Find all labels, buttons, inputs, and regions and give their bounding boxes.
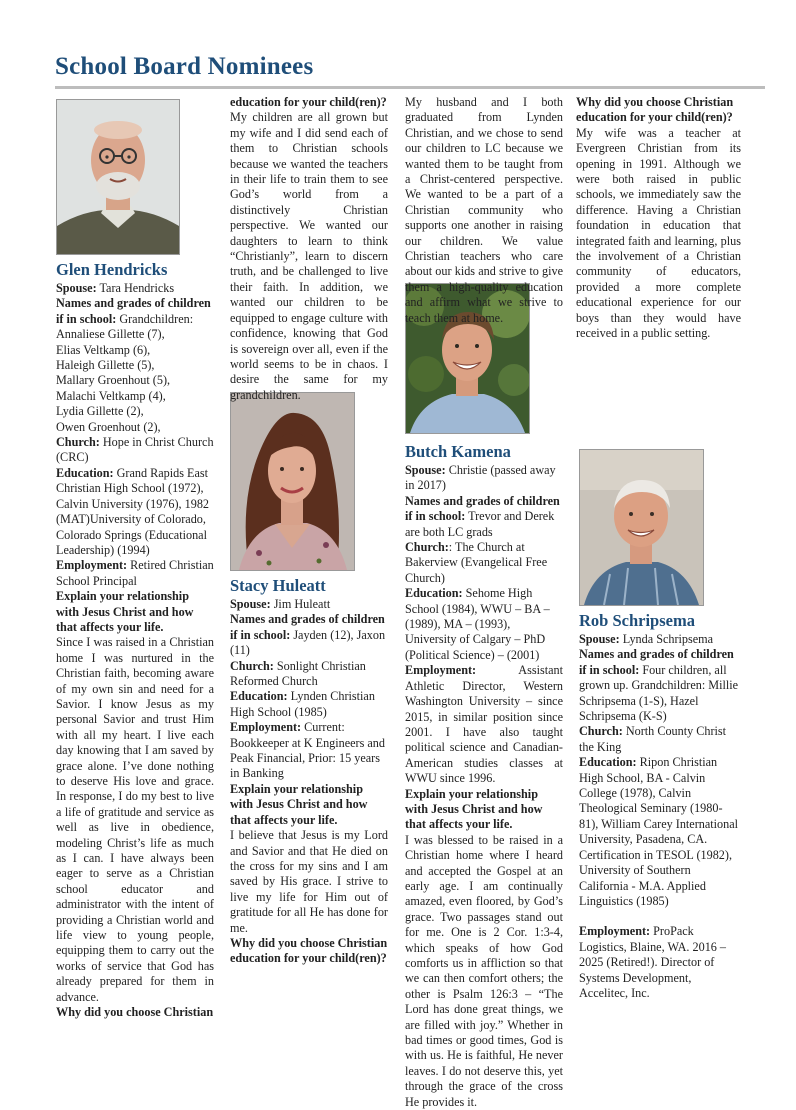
- why-question-start: [56, 1005, 214, 1020]
- column-2-bottom: [230, 574, 388, 967]
- relationship-question: [230, 782, 388, 828]
- relationship-question-text: Explain your relationship with Jesus Christ and how that affects your life.: [230, 781, 368, 827]
- spouse-value: Jim Huleatt: [273, 597, 331, 611]
- column-1: [56, 258, 214, 1021]
- spouse-line: [405, 463, 563, 494]
- church-line: [230, 659, 388, 690]
- column-3-bottom: [405, 440, 563, 1110]
- nominee-name: Butch Kamena: [405, 442, 511, 461]
- education-value: Ripon Christian High School, BA - Calvin College (1978), Calvin Theological Seminary (1980-81), William Carey International University, Pasadena, CA. Certification in TESOL (1982), University of Southern California - M.A. Applied Linguistics (1985): [579, 755, 739, 908]
- column-4-top: [576, 95, 741, 342]
- education-line: [230, 689, 388, 720]
- children-lead: Grandchildren:: [119, 311, 194, 326]
- why-answer: My wife was a teacher at Evergreen Christian from its opening in 1991. Although we were both raised in public schools, we immediately saw the difference. Having a Christian foundation in education that integrated faith and learning, plus the involvement of a Christian community of educators, provided a more complete educational experience for our boys than they would have received in a public setting.: [576, 125, 741, 341]
- employment-line: [405, 663, 563, 786]
- grandchild-item: Lydia Gillette (2),: [56, 404, 144, 419]
- employment-value: Retired Christian School Principal: [56, 558, 214, 588]
- church-label: Church:: [56, 435, 100, 450]
- children-line: [230, 612, 388, 658]
- children-line: [579, 647, 741, 724]
- children-label: Names and grades of children if in school:: [579, 647, 734, 677]
- church-line: [56, 435, 214, 466]
- employment-line: [230, 720, 388, 782]
- spouse-line: [56, 281, 214, 296]
- relationship-answer: Since I was raised in a Christian home I was nurtured in the Christian faith, becoming aware of my own sin and need for a Savior. I know Jesus as my personal Savior and trust Him with all my heart. I live each day knowing that I am saved by grace alone. I’ve done nothing to deserve His love and grace. In response, I do my best to live a life of gratitude and service as well as live in obedience, modeling Christ’s life as much as I can. I have always been eager to serve as a Christian school educator and administrator with the intent of providing a Christian world and life view to young people, equipping them to carry out the works of service that God has already prepared for them in advance.: [56, 635, 214, 1004]
- education-label: Education:: [405, 586, 463, 601]
- education-value: Lynden Christian High School (1985): [230, 689, 375, 719]
- relationship-question-text: Explain your relationship with Jesus Christ and how that affects your life.: [405, 786, 543, 832]
- church-line: [579, 724, 741, 755]
- why-question-end: [230, 95, 388, 110]
- why-question-text: Why did you choose Christian education for your child(ren)?: [576, 95, 734, 125]
- employment-label: Employment:: [230, 720, 302, 735]
- nominee-name: Glen Hendricks: [56, 260, 168, 279]
- grandchild-item: Haleigh Gillette (5),: [56, 358, 155, 373]
- church-label: Church:: [230, 658, 274, 673]
- grandchild-item: Annaliese Gillette (7),: [56, 327, 165, 342]
- education-value: Sehome High School (1984), WWU – BA – (1989), MA – (1993), University of Calgary – PhD (Political Science) – (2001): [405, 586, 550, 662]
- church-value: Hope in Christ Church (CRC): [56, 435, 214, 465]
- why-answer: My children are all grown but my wife and I did send each of them to Christian schools because we wanted the teachers in their life to train them to see God’s world from a distinctively Christian perspective. We wanted our daughters to learn to think “Christianly”, learn to discern truth, and be challenged to live their faith. In addition, we wanted our children to be equipped to engage culture with confidence, knowing that God is sovereign over all, even if the world seems to be in chaos. I desire the same for my grandchildren.: [230, 110, 388, 402]
- church-label: Church:: [579, 724, 623, 739]
- children-line: [56, 296, 214, 327]
- spouse-value: Christie (passed away in 2017): [405, 463, 556, 493]
- nominee-name: Stacy Huleatt: [230, 576, 326, 595]
- employment-label: Employment:: [579, 924, 651, 939]
- spouse-label: Spouse:: [230, 597, 271, 611]
- employment-value: Assistant Athletic Director, Western Washington University – since 2015, in similar position since 2001. I have also taught political science and Canadian-American studies classes at WWU since 1996.: [405, 663, 563, 786]
- employment-line: [579, 924, 741, 1001]
- employment-value: ProPack Logistics, Blaine, WA. 2016 – 2025 (Retired!). Director of Systems Development, Accelitec, Inc.: [579, 924, 727, 1000]
- why-question-start-text: Why did you choose Christian: [56, 1005, 214, 1020]
- education-line: [405, 586, 563, 663]
- grandchild-item: Elias Veltkamp (6),: [56, 342, 151, 357]
- spouse-line: [230, 597, 388, 612]
- column-4-bottom: [579, 609, 741, 1001]
- relationship-question: [56, 589, 214, 635]
- grandchild-item: Mallary Groenhout (5),: [56, 373, 171, 388]
- spouse-label: Spouse:: [405, 463, 446, 477]
- relationship-answer: I was blessed to be raised in a Christian home where I heard and accepted the Gospel at an early age. I am continually amazed, even floored, by God’s grace. Two passages stand out for me. One is 2 Cor. 1:3-4, which speaks of how God comforts us in affliction so that we can then comfort others; the other is Psalm 126:3 – “The Lord has done great things, we are filled with joy.” Whether in bad times or good times, God is with us. He is faithful, He never leaves. I do not deserve this, yet through the grace of the cross He provides it.: [405, 832, 563, 1109]
- employment-label: Employment:: [405, 663, 477, 678]
- children-label: Names and grades of children if in school:: [56, 296, 211, 326]
- children-line: [405, 494, 563, 540]
- employment-line: [56, 558, 214, 589]
- spouse-label: Spouse:: [56, 281, 97, 295]
- education-line: [56, 466, 214, 558]
- stacy-huleatt-photo: [230, 392, 355, 571]
- education-line: [579, 755, 741, 909]
- why-answer: My husband and I both graduated from Lynden Christian, and we chose to send our children to LC because we wanted them to be taught from a Christ-centered perspective. We wanted to be a part of a Christian community who supports one another in raising our children. We value Christian teachers who care about our kids and strive to give them a high-quality education and affirm what we strive to teach them at home.: [405, 95, 563, 325]
- title-rule: [55, 86, 765, 89]
- children-value: Four children, all grown up. Grandchildren: Millie Schripsema (1-S), Hazel Schripsema (K-S): [579, 662, 739, 724]
- education-label: Education:: [56, 465, 114, 480]
- column-2-top: [230, 95, 388, 403]
- education-value: Grand Rapids East Christian High School (1972), Calvin University (1976), 1982 (MAT)University of Colorado, Colorado Springs (Educational Leadership) (1994): [56, 465, 210, 557]
- church-value: Sonlight Christian Reformed Church: [230, 658, 366, 689]
- nominee-name: Rob Schripsema: [579, 611, 695, 630]
- children-label: Names and grades of children if in school:: [230, 612, 385, 642]
- why-question-text: Why did you choose Christian education for your child(ren)?: [230, 935, 388, 966]
- relationship-question: [405, 787, 563, 833]
- glen-hendricks-photo: [56, 99, 180, 255]
- spouse-label: Spouse:: [579, 632, 620, 646]
- spouse-value: Lynda Schripsema: [622, 632, 714, 646]
- column-3-top: [405, 95, 563, 326]
- why-question: [230, 936, 388, 967]
- church-label: Church:: [405, 540, 449, 555]
- why-question-end-text: education for your child(ren)?: [230, 95, 387, 109]
- grandchild-item: Owen Groenhout (2),: [56, 419, 161, 434]
- spouse-value: Tara Hendricks: [99, 281, 175, 295]
- why-question: [576, 95, 741, 126]
- rob-schripsema-photo: [579, 449, 704, 606]
- page-title: School Board Nominees: [55, 53, 314, 80]
- relationship-answer: I believe that Jesus is my Lord and Savior and that He died on the cross for my sins and I am saved by His grace. I strive to live my life for Him out of gratitude for all He has done for me.: [230, 828, 388, 935]
- church-value: North County Christ the King: [579, 724, 727, 754]
- employment-label: Employment:: [56, 558, 128, 573]
- grandchild-item: Malachi Veltkamp (4),: [56, 388, 166, 403]
- education-label: Education:: [579, 755, 637, 770]
- children-label: Names and grades of children if in school:: [405, 493, 560, 524]
- church-value: : The Church at Bakerview (Evangelical Free Church): [405, 540, 548, 585]
- employment-value: Current: Bookkeeper at K Engineers and Peak Financial, Prior: 15 years in Banking: [230, 720, 385, 781]
- relationship-question-text: Explain your relationship with Jesus Christ and how that affects your life.: [56, 589, 194, 634]
- education-label: Education:: [230, 689, 288, 704]
- church-line: [405, 540, 563, 586]
- spouse-line: [579, 632, 741, 647]
- children-value: Jayden (12), Jaxon (11): [230, 627, 386, 658]
- children-value: Trevor and Derek are both LC grads: [405, 509, 555, 539]
